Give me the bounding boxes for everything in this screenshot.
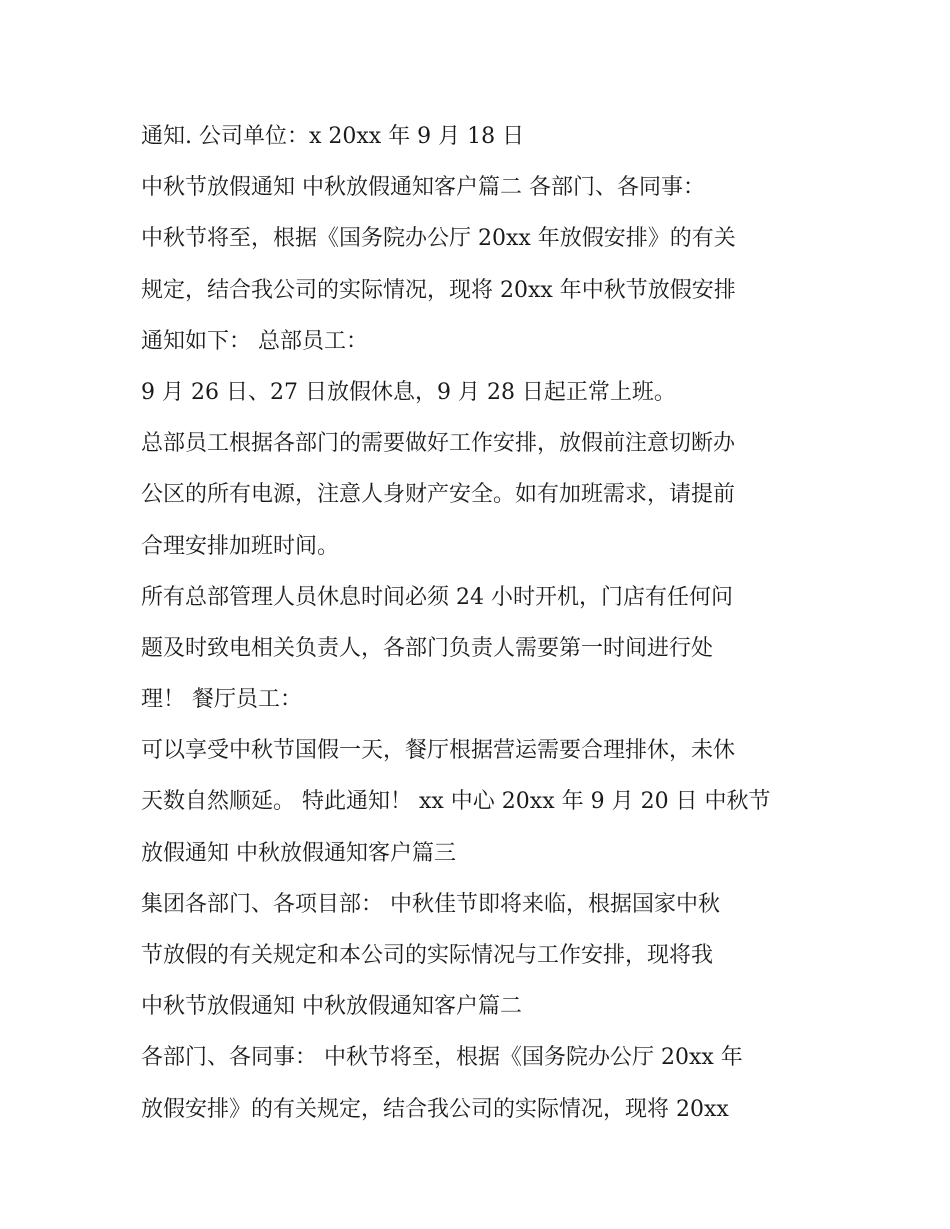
- text-line: 放假安排》的有关规定，结合我公司的实际情况，现将 20xx: [141, 1096, 729, 1122]
- text-line: 通知如下： 总部员工：: [141, 328, 368, 354]
- text-line: 所有总部管理人员休息时间必须 24 小时开机，门店有任何问: [141, 584, 733, 610]
- text-line: 天数自然顺延。 特此通知！ xx 中心 20xx 年 9 月 20 日 中秋节: [141, 789, 771, 815]
- text-line: 合理安排加班时间。: [141, 533, 340, 559]
- text-line: 中秋节将至，根据《国务院办公厅 20xx 年放假安排》的有关: [141, 226, 736, 252]
- text-line: 通知. 公司单位：x 20xx 年 9 月 18 日: [141, 124, 525, 149]
- text-line: 中秋节放假通知 中秋放假通知客户篇二 各部门、各同事：: [141, 175, 705, 201]
- text-line: 节放假的有关规定和本公司的实际情况与工作安排，现将我: [141, 943, 714, 968]
- text-line: 集团各部门、各项目部： 中秋佳节即将来临，根据国家中秋: [141, 891, 720, 917]
- text-line: 题及时致电相关负责人，各部门负责人需要第一时间进行处: [141, 635, 714, 661]
- text-line: 可以享受中秋节国假一天，餐厅根据营运需要合理排休，未休: [141, 738, 736, 764]
- text-line: 9 月 26 日、27 日放假休息，9 月 28 日起正常上班。: [141, 379, 676, 405]
- text-line: 总部员工根据各部门的需要做好工作安排，放假前注意切断办: [141, 431, 736, 457]
- text-line: 各部门、各同事： 中秋节将至，根据《国务院办公厅 20xx 年: [141, 1045, 743, 1071]
- text-line: 规定，结合我公司的实际情况，现将 20xx 年中秋节放假安排: [141, 277, 736, 303]
- text-line: 放假通知 中秋放假通知客户篇三: [141, 840, 456, 866]
- text-line: 理！ 餐厅员工：: [141, 687, 302, 713]
- text-line: 公区的所有电源，注意人身财产安全。如有加班需求，请提前: [141, 482, 736, 508]
- document-body: [141, 111, 841, 1135]
- text-line: 中秋节放假通知 中秋放假通知客户篇二: [141, 994, 522, 1020]
